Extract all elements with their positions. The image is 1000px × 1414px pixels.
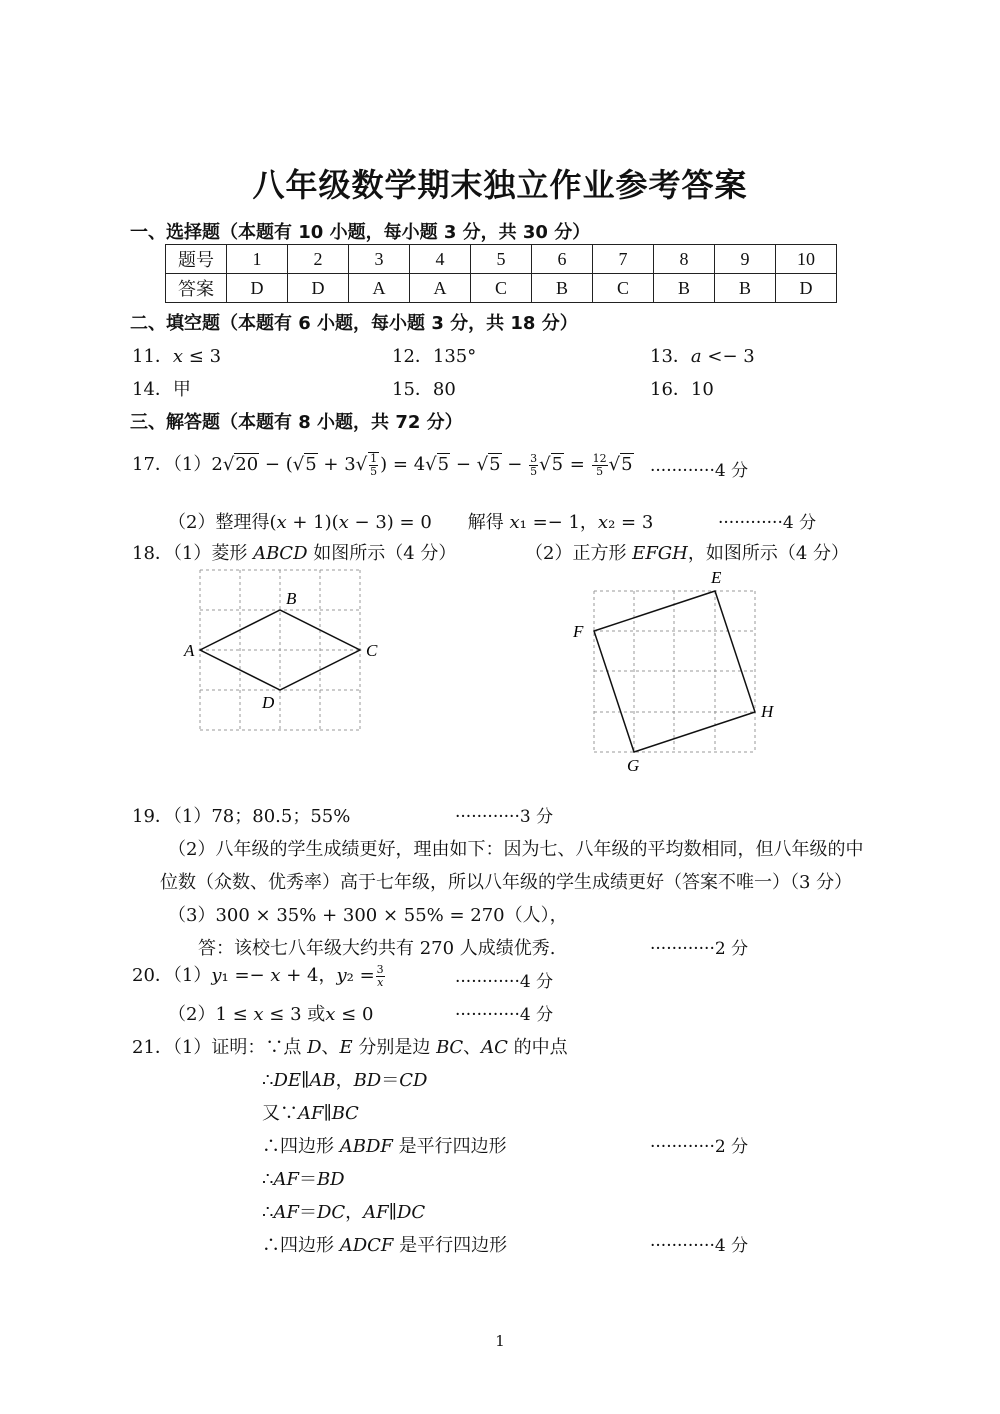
square-figure	[565, 565, 795, 780]
q21-line7: ∴四边形 𝐴𝐷𝐶𝐹 是平行四边形	[262, 1235, 508, 1256]
page-title: 八年级数学期末独立作业参考答案	[252, 166, 748, 204]
table-cell: 1	[227, 245, 288, 274]
q19-part2-line1: （2）八年级的学生成绩更好，理由如下：因为七、八年级的平均数相同，但八年级的中	[168, 839, 864, 860]
table-cell: 3	[349, 245, 410, 274]
section1-heading: 一、选择题（本题有 10 小题，每小题 3 分，共 30 分）	[130, 222, 591, 243]
math-text: −	[501, 454, 529, 475]
q21-line6: ∴𝐴𝐹＝𝐷𝐶，𝐴𝐹∥𝐷𝐶	[262, 1202, 426, 1223]
math-text: =	[564, 454, 591, 475]
row-label-answer: 答案	[166, 274, 227, 303]
q20-part2-score: ············4 分	[455, 1005, 554, 1025]
denominator: 𝑥	[377, 975, 384, 989]
table-cell: 5	[471, 245, 532, 274]
denominator: 5	[370, 465, 378, 478]
item-answer: 𝑥 ≤ 3	[172, 346, 222, 367]
answer-table	[165, 244, 837, 303]
fraction	[529, 453, 538, 478]
numerator: 1	[370, 452, 378, 465]
item-number: 16．	[650, 379, 691, 400]
item-answer: 80	[432, 379, 456, 400]
item-answer: 10	[690, 379, 714, 400]
item-answer: 𝑎 <− 3	[690, 346, 755, 367]
q20-part2: （2）1 ≤ 𝑥 ≤ 3 或𝑥 ≤ 0	[168, 1004, 374, 1025]
math-text: 2	[211, 454, 223, 475]
q19-part3-line1: （3）300 × 35% + 300 × 55% = 270（人），	[168, 905, 568, 926]
q21-line3: 又∵𝐴𝐹∥𝐵𝐶	[262, 1103, 359, 1124]
table-cell: D	[288, 274, 349, 303]
label-c: C	[366, 641, 378, 660]
fill-item-12	[392, 342, 476, 368]
math-text: 20．（1）𝑦₁ =− 𝑥 + 4，𝑦₂ =	[132, 965, 375, 986]
dashed-grid	[200, 570, 360, 730]
table-cell: B	[654, 274, 715, 303]
label-f: F	[573, 622, 584, 641]
fraction	[592, 453, 608, 478]
q18-part2: （2）正方形 𝐸𝐹𝐺𝐻，如图所示（4 分）	[525, 543, 850, 564]
page-number: 1	[495, 1332, 505, 1350]
table-cell: B	[532, 274, 593, 303]
q17-label: 17．（1）	[132, 454, 212, 475]
table-row-questions	[166, 245, 837, 274]
q21-line4-score: ············2 分	[650, 1137, 749, 1157]
q21-line1: 21．（1）证明：∵点 𝐷、𝐸 分别是边 𝐵𝐶、𝐴𝐶 的中点	[132, 1037, 568, 1058]
table-cell: D	[227, 274, 288, 303]
radicand: 5	[551, 454, 564, 475]
q17-part1: 17．（1）2√20 − (√5 + 3√ $\frac{1}{5}$ ) = 4√5 − √5 − $\frac{3}{5}$ √5 = $\frac{12}{5}$ √5	[132, 451, 633, 478]
table-cell: 6	[532, 245, 593, 274]
q17-part2-score: ············4 分	[718, 513, 817, 533]
table-cell: 10	[776, 245, 837, 274]
table-cell: C	[471, 274, 532, 303]
math-text: ) = 4	[380, 454, 426, 475]
q19-part3-score: ············2 分	[650, 939, 749, 959]
radicand: 20	[235, 454, 259, 475]
fill-item-14	[132, 375, 191, 401]
q20-part1	[132, 962, 386, 990]
label-h: H	[761, 702, 774, 721]
q17-part2: （2）整理得(𝑥 + 1)(𝑥 − 3) = 0 解得 𝑥₁ =− 1，𝑥₂ = 3	[168, 512, 654, 533]
denominator: 5	[596, 464, 604, 478]
q19-part2-line2: 位数（众数、优秀率）高于七年级，所以八年级的学生成绩更好（答案不唯一）（3 分）	[160, 872, 853, 893]
q21-line5: ∴𝐴𝐹＝𝐵𝐷	[262, 1169, 345, 1190]
math-text: −	[450, 454, 477, 475]
label-d: D	[262, 693, 275, 712]
math-text: − (	[259, 454, 293, 475]
label-g: G	[627, 756, 640, 775]
rhombus-figure	[178, 560, 398, 745]
table-cell: 7	[593, 245, 654, 274]
q18-part1: 18．（1）菱形 𝐴𝐵𝐶𝐷 如图所示（4 分）	[132, 543, 457, 564]
numerator: 3	[376, 962, 384, 976]
table-cell: 8	[654, 245, 715, 274]
label-a: A	[184, 641, 195, 660]
q19-part3-line2: 答：该校七八年级大约共有 270 人成绩优秀.	[198, 938, 556, 959]
table-row-answers	[166, 274, 837, 303]
denominator: 5	[530, 464, 538, 478]
q20-part1-score: ············4 分	[455, 972, 554, 992]
radicand: 5	[489, 454, 501, 475]
table-cell: 4	[410, 245, 471, 274]
item-number: 14．	[132, 379, 173, 400]
item-number: 15．	[392, 379, 433, 400]
q17-part1-score: ············4 分	[650, 461, 749, 481]
table-cell: 2	[288, 245, 349, 274]
radicand: 5	[621, 454, 633, 475]
fill-item-11	[132, 342, 221, 368]
row-label-question: 题号	[166, 245, 227, 274]
table-cell: A	[410, 274, 471, 303]
table-cell: A	[349, 274, 410, 303]
fraction	[376, 964, 385, 989]
table-cell: D	[776, 274, 837, 303]
table-cell: C	[593, 274, 654, 303]
label-b: B	[286, 589, 297, 608]
item-answer: 甲	[172, 379, 191, 400]
fill-item-15	[392, 375, 456, 401]
item-answer: 135°	[432, 346, 477, 367]
fill-item-13	[650, 342, 755, 368]
fill-item-16	[650, 375, 714, 401]
q19-part1-score: ············3 分	[455, 807, 554, 827]
q21-line2: ∴𝐷𝐸∥𝐴𝐵，𝐵𝐷＝𝐶𝐷	[262, 1070, 428, 1091]
math-text: + 3	[317, 454, 356, 475]
section3-heading: 三、解答题（本题有 8 小题，共 72 分）	[130, 412, 463, 433]
q19-part1: 19．（1）78；80.5；55%	[132, 806, 351, 827]
numerator: 12	[592, 451, 607, 465]
label-e: E	[711, 568, 722, 587]
table-cell: 9	[715, 245, 776, 274]
item-number: 12．	[392, 346, 433, 367]
fraction	[368, 452, 379, 478]
radicand: 5	[305, 454, 317, 475]
dashed-grid	[594, 591, 755, 752]
numerator: 3	[530, 451, 538, 465]
table-cell: B	[715, 274, 776, 303]
item-number: 11．	[132, 346, 173, 367]
radicand: 5	[437, 454, 450, 475]
q21-line4: ∴四边形 𝐴𝐵𝐷𝐹 是平行四边形	[262, 1136, 507, 1157]
item-number: 13．	[650, 346, 691, 367]
section2-heading: 二、填空题（本题有 6 小题，每小题 3 分，共 18 分）	[130, 313, 578, 334]
q21-line7-score: ············4 分	[650, 1236, 749, 1256]
